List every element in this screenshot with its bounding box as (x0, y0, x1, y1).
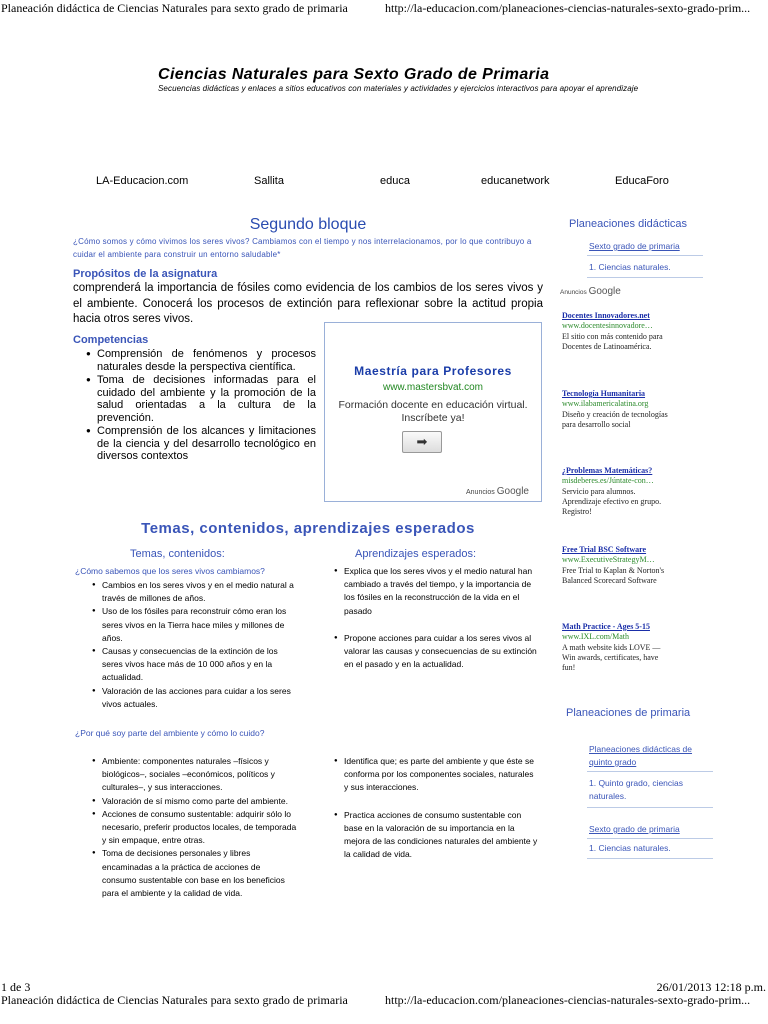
ad-description: Servicio para alumnos. Aprendizaje efectivo en grupo. Registro! (562, 486, 662, 517)
print-header-url: http://la-educacion.com/planeaciones-ciencias-naturales-sexto-grado-prim... (385, 1, 751, 15)
print-header-title: Planeación didáctica de Ciencias Naturales para sexto grado de primaria (1, 993, 348, 1007)
ad-url[interactable]: misdeberes.es/Júntate-con… (562, 476, 654, 486)
q2-topics-list (92, 755, 297, 900)
nav-link-sallita[interactable]: Sallita (254, 175, 284, 187)
google-logo: Google (496, 486, 529, 497)
sidebar-link-quinto-grado[interactable]: Planeaciones didácticas de quinto grado (589, 744, 693, 767)
topic-item: ● Cambios en los seres vivos y en el medio natural a través de millones de años. (92, 579, 297, 605)
competencies-list (88, 348, 316, 464)
divider (587, 771, 713, 772)
competency-item: ● Toma de decisiones informadas para el cuidado del ambiente y la promoción de la salud orientadas a la cultura de la prevención. (88, 374, 316, 424)
topic-item: ● Acciones de consumo sustentable: adquirir sólo lo necesario, preferir productos locales, de temporada y sin empaque, entre otras. (92, 808, 297, 848)
topic-item: ● Toma de decisiones personales y libres encaminadas a la práctica de acciones de consumo sustentable con base en los beneficios para el ambiente y la calidad de vida. (92, 847, 297, 900)
question-2: ¿Por qué soy parte del ambiente y cómo lo cuido? (75, 728, 265, 738)
q1-topics-list (92, 579, 297, 711)
print-datetime: 26/01/2013 12:18 p.m. (656, 980, 766, 994)
ad-url[interactable]: www.docentesinnovadore… (562, 321, 653, 331)
page-counter: 1 de 3 (1, 980, 31, 994)
competencies-heading: Competencias (73, 334, 149, 346)
print-header-title: Planeación didáctica de Ciencias Naturales para sexto grado de primaria (1, 1, 348, 15)
learning-item: ● Practica acciones de consumo sustentable con base en la valoración de su importancia en la mejora de las condiciones naturales del ambiente y la calidad de vida. (334, 809, 539, 862)
google-logo: Google (588, 286, 621, 297)
topic-item: ● Uso de los fósiles para reconstruir cómo eran los seres vivos en la Tierra hace miles y millones de años. (92, 605, 297, 645)
ad-title[interactable]: Tecnología Humanitaria (562, 389, 646, 398)
intro-question: ¿Cómo somos y cómo vivimos los seres vivos? Cambiamos con el tiempo y nos interrelacionamos, por lo que contribuyo a cuidar el ambiente para construir un entorno saludable* (73, 237, 532, 259)
sidebar-ad[interactable] (562, 389, 672, 430)
ad-description: Free Trial to Kaplan & Norton's Balanced Scorecard Software (562, 565, 665, 585)
nav-link-la-educacion[interactable]: LA-Educacion.com (96, 175, 189, 187)
ad-banner[interactable] (324, 322, 542, 502)
ad-attribution[interactable] (466, 486, 529, 497)
q2-learning-list (334, 755, 539, 861)
learning-item: ● Identifica que; es parte del ambiente y que éste se conforma por los componentes sociales, naturales y sus interacciones. (334, 755, 539, 795)
ad-title[interactable]: Math Practice - Ages 5-15 (562, 622, 650, 631)
sidebar-ad[interactable] (562, 545, 672, 586)
competency-item: ● Comprensión de los alcances y limitaciones de la ciencia y del desarrollo tecnológico en diversos contextos (88, 425, 316, 463)
ad-description: Formación docente en educación virtual. Inscríbete ya! (338, 399, 528, 424)
sidebar-ad[interactable] (562, 311, 672, 352)
ad-title[interactable]: ¿Problemas Matemáticas? (562, 466, 653, 475)
divider (587, 838, 713, 839)
section-heading: Segundo bloque (249, 216, 367, 233)
site-title: Ciencias Naturales para Sexto Grado de Primaria (158, 66, 550, 83)
topic-item: ● Valoración de sí mismo como parte del ambiente. (92, 795, 297, 808)
ad-arrow-button[interactable]: ➡ (402, 431, 442, 453)
ad-description: El sitio con más contenido para Docentes de Latinoamérica. (562, 331, 663, 351)
learning-item: ● Propone acciones para cuidar a los seres vivos al valorar las causas y consecuencias de su extinción en el pasado y en la actualidad. (334, 632, 539, 672)
sidebar-item-quinto[interactable]: 1. Quinto grado, ciencias naturales. (589, 778, 684, 801)
ad-title[interactable]: Free Trial BSC Software (562, 545, 647, 554)
ad-attribution-prefix: Anuncios (466, 489, 495, 496)
topic-item: ● Ambiente: componentes naturales –físicos y biológicos–, sociales –económicos, políticos y culturales–, y sus interacciones. (92, 755, 297, 795)
sidebar-link-sexto-grado[interactable]: Sexto grado de primaria (589, 241, 680, 251)
question-1: ¿Cómo sabemos que los seres vivos cambiamos? (75, 566, 265, 576)
col-right-heading: Aprendizajes esperados: (355, 548, 477, 560)
ad-description: A math website kids LOVE — Win awards, certificates, have fun! (562, 642, 661, 673)
print-footer-header (0, 993, 768, 1009)
competency-item: ● Comprensión de fenómenos y procesos naturales desde la perspectiva científica. (88, 348, 316, 373)
learning-item: ● Explica que los seres vivos y el medio natural han cambiado a través del tiempo, y la importancia de los fósiles en la reconstrucción de la vida en el pasado (334, 565, 539, 618)
nav-link-educanetwork[interactable]: educanetwork (481, 175, 550, 187)
ad-url[interactable]: www.ExecutiveStrategyM… (562, 555, 655, 565)
ad-url[interactable]: www.IXL.com/Math (562, 632, 630, 642)
purposes-text: comprenderá la importancia de fósiles como evidencia de los cambios de los seres vivos y el ambiente. Conocerá los procesos de extinción para reflexionar sobre la actitud propia hacia otros seres vivos. (73, 282, 543, 325)
sidebar-heading-planeaciones: Planeaciones didácticas (569, 218, 688, 230)
site-subtitle: Secuencias didácticas y enlaces a sitios educativos con materiales y actividades y ejercicios interactivos para apoyar el aprendizaje (158, 84, 639, 93)
divider (587, 807, 713, 808)
sidebar-link-sexto-grado-2[interactable]: Sexto grado de primaria (589, 824, 680, 834)
ad-url[interactable]: www.mastersbvat.com (382, 382, 484, 393)
print-header-url: http://la-educacion.com/planeaciones-ciencias-naturales-sexto-grado-prim... (385, 993, 751, 1007)
google-ads-label[interactable] (560, 286, 621, 297)
sidebar-ad[interactable] (562, 466, 672, 517)
topic-item: ● Valoración de las acciones para cuidar a los seres vivos actuales. (92, 685, 297, 711)
sidebar-item-ciencias[interactable]: 1. Ciencias naturales. (589, 262, 671, 272)
ad-url[interactable]: www.ilabamericalatina.org (562, 399, 649, 409)
sidebar-item-ciencias-2[interactable]: 1. Ciencias naturales. (589, 843, 671, 853)
themes-heading: Temas, contenidos, aprendizajes esperados (141, 520, 475, 537)
sidebar-ad[interactable] (562, 622, 672, 673)
divider (587, 858, 713, 859)
divider (587, 277, 703, 278)
nav-link-educa[interactable]: educa (380, 175, 410, 187)
q1-learning-list (334, 565, 539, 671)
divider (587, 255, 703, 256)
col-left-heading: Temas, contenidos: (130, 548, 225, 560)
ad-title[interactable]: Maestría para Profesores (354, 364, 512, 378)
ad-description: Diseño y creación de tecnologías para desarrollo social (562, 409, 668, 429)
purposes-heading: Propósitos de la asignatura (73, 268, 218, 280)
topic-item: ● Causas y consecuencias de la extinción de los seres vivos hace más de 10 000 años y en la actualidad. (92, 645, 297, 685)
ad-title[interactable]: Docentes Innovadores.net (562, 311, 650, 320)
print-footer (0, 980, 768, 994)
print-header (0, 1, 768, 17)
nav-link-educaforo[interactable]: EducaForo (615, 175, 669, 187)
ads-prefix: Anuncios (560, 289, 587, 296)
sidebar-heading-primaria: Planeaciones de primaria (566, 707, 691, 719)
